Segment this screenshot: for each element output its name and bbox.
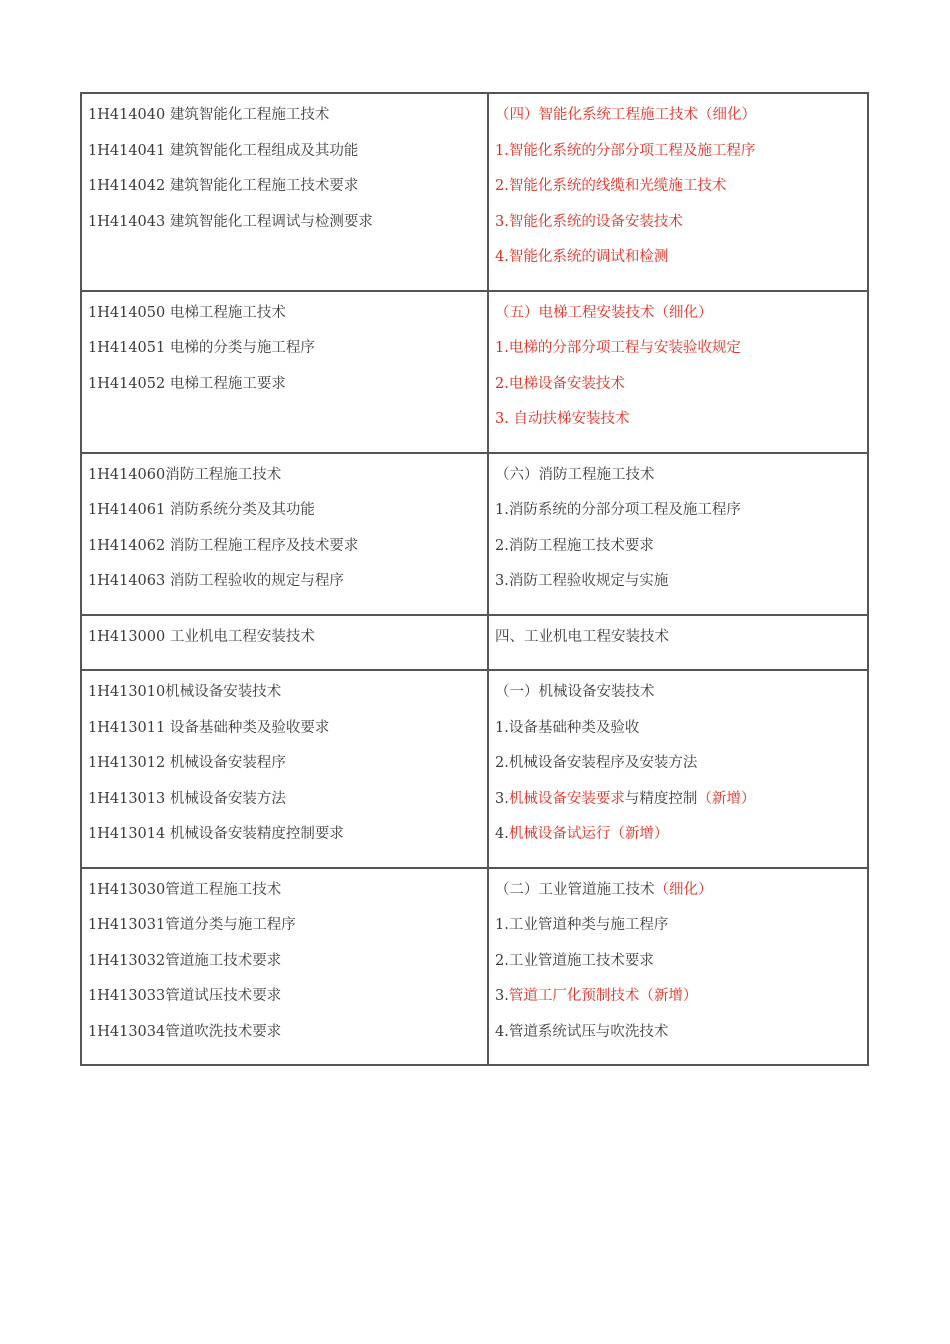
old-syllabus-line: 1H413031管道分类与施工程序	[88, 917, 296, 933]
changed-text: 3.智能化系统的设备安装技术	[495, 213, 683, 230]
new-syllabus-line	[495, 879, 861, 915]
changed-text: 4.智能化系统的调试和检测	[495, 249, 669, 265]
new-syllabus-cell	[488, 868, 868, 1066]
table-row	[81, 93, 868, 291]
new-syllabus-line	[495, 211, 861, 247]
new-syllabus-line	[495, 246, 861, 282]
unchanged-text: 1.消防系统的分部分项工程及施工程序	[495, 502, 741, 518]
old-syllabus-line: 1H413014 机械设备安装精度控制要求	[88, 826, 344, 842]
old-syllabus-line: 1H413012 机械设备安装程序	[88, 755, 286, 771]
unchanged-text: （六）消防工程施工技术	[495, 466, 655, 483]
new-syllabus-line	[495, 337, 861, 373]
old-syllabus-cell	[81, 453, 488, 615]
table-row	[81, 453, 868, 615]
new-syllabus-line	[495, 681, 861, 717]
new-syllabus-line	[495, 717, 861, 753]
old-syllabus-line: 1H413011 设备基础种类及验收要求	[88, 719, 330, 736]
new-syllabus-line	[495, 104, 861, 140]
changed-text: 2.智能化系统的线缆和光缆施工技术	[495, 178, 727, 194]
new-syllabus-cell	[488, 291, 868, 453]
old-syllabus-line: 1H413013 机械设备安装方法	[88, 790, 286, 807]
old-syllabus-line: 1H414042 建筑智能化工程施工技术要求	[88, 178, 359, 194]
new-syllabus-line	[495, 788, 861, 824]
unchanged-text: 3.	[495, 988, 509, 1004]
old-syllabus-line: 1H414050 电梯工程施工技术	[88, 304, 286, 321]
new-syllabus-cell	[488, 93, 868, 291]
old-syllabus-cell	[81, 868, 488, 1066]
old-syllabus-line: 1H414063 消防工程验收的规定与程序	[88, 573, 344, 589]
new-syllabus-line	[495, 985, 861, 1021]
new-syllabus-cell	[488, 670, 868, 868]
unchanged-text: 4.	[495, 826, 509, 842]
new-syllabus-line	[495, 626, 861, 662]
changed-text: 管道工厂化预制技术（新增）	[508, 988, 698, 1004]
syllabus-comparison-table	[80, 92, 869, 1066]
unchanged-text: 2.工业管道施工技术要求	[495, 952, 654, 969]
old-syllabus-line: 1H413034管道吹洗技术要求	[88, 1023, 282, 1040]
new-syllabus-line	[495, 464, 861, 500]
changed-text: 3. 自动扶梯安装技术	[495, 411, 630, 427]
new-syllabus-cell	[488, 453, 868, 615]
new-syllabus-line	[495, 950, 861, 986]
new-syllabus-line	[495, 752, 861, 788]
old-syllabus-line: 1H413010机械设备安装技术	[88, 684, 282, 700]
unchanged-text: 1.工业管道种类与施工程序	[495, 917, 669, 933]
new-syllabus-line	[495, 408, 861, 444]
table-row	[81, 868, 868, 1066]
old-syllabus-cell	[81, 93, 488, 291]
changed-text: （五）电梯工程安装技术（细化）	[495, 304, 713, 321]
unchanged-text: （二）工业管道施工技术	[495, 881, 655, 898]
unchanged-text: 2.消防工程施工技术要求	[495, 537, 654, 554]
old-syllabus-line: 1H413000 工业机电工程安装技术	[88, 628, 315, 645]
unchanged-text: 3.	[495, 790, 509, 807]
new-syllabus-line	[495, 914, 861, 950]
old-syllabus-line: 1H414041 建筑智能化工程组成及其功能	[88, 142, 359, 159]
table-row	[81, 615, 868, 671]
changed-text: （四）智能化系统工程施工技术（细化）	[495, 107, 756, 123]
changed-text: （细化）	[654, 881, 713, 898]
changed-text: 1.智能化系统的分部分项工程及施工程序	[495, 142, 756, 159]
changed-text: 机械设备安装要求	[508, 790, 625, 807]
old-syllabus-cell	[81, 291, 488, 453]
old-syllabus-line: 1H414052 电梯工程施工要求	[88, 375, 286, 392]
unchanged-text: 1.设备基础种类及验收	[495, 719, 640, 736]
old-syllabus-line: 1H413030管道工程施工技术	[88, 881, 282, 898]
changed-text: 机械设备试运行（新增）	[508, 826, 669, 842]
old-syllabus-line: 1H414051 电梯的分类与施工程序	[88, 340, 315, 356]
unchanged-text: 与精度控制	[624, 790, 698, 807]
unchanged-text: （一）机械设备安装技术	[495, 684, 655, 700]
new-syllabus-line	[495, 1021, 861, 1057]
new-syllabus-line	[495, 373, 861, 409]
new-syllabus-line	[495, 140, 861, 176]
new-syllabus-line	[495, 175, 861, 211]
table-row	[81, 670, 868, 868]
old-syllabus-line: 1H413032管道施工技术要求	[88, 952, 282, 969]
unchanged-text: 2.机械设备安装程序及安装方法	[495, 755, 698, 771]
old-syllabus-cell	[81, 615, 488, 671]
old-syllabus-line: 1H413033管道试压技术要求	[88, 988, 282, 1004]
old-syllabus-line: 1H414040 建筑智能化工程施工技术	[88, 107, 330, 123]
old-syllabus-cell	[81, 670, 488, 868]
new-syllabus-line	[495, 823, 861, 859]
changed-text: 1.电梯的分部分项工程与安装验收规定	[495, 340, 741, 356]
new-syllabus-cell	[488, 615, 868, 671]
changed-text: 2.电梯设备安装技术	[495, 375, 625, 392]
unchanged-text: 四、工业机电工程安装技术	[495, 628, 669, 645]
table-body	[81, 93, 868, 1065]
new-syllabus-line	[495, 499, 861, 535]
old-syllabus-line: 1H414061 消防系统分类及其功能	[88, 502, 315, 518]
old-syllabus-line: 1H414043 建筑智能化工程调试与检测要求	[88, 213, 373, 230]
old-syllabus-line: 1H414060消防工程施工技术	[88, 466, 282, 483]
changed-text: （新增）	[697, 790, 756, 807]
new-syllabus-line	[495, 302, 861, 338]
unchanged-text: 3.消防工程验收规定与实施	[495, 573, 669, 589]
table-row	[81, 291, 868, 453]
new-syllabus-line	[495, 570, 861, 606]
new-syllabus-line	[495, 535, 861, 571]
unchanged-text: 4.管道系统试压与吹洗技术	[495, 1023, 669, 1040]
old-syllabus-line: 1H414062 消防工程施工程序及技术要求	[88, 537, 359, 554]
